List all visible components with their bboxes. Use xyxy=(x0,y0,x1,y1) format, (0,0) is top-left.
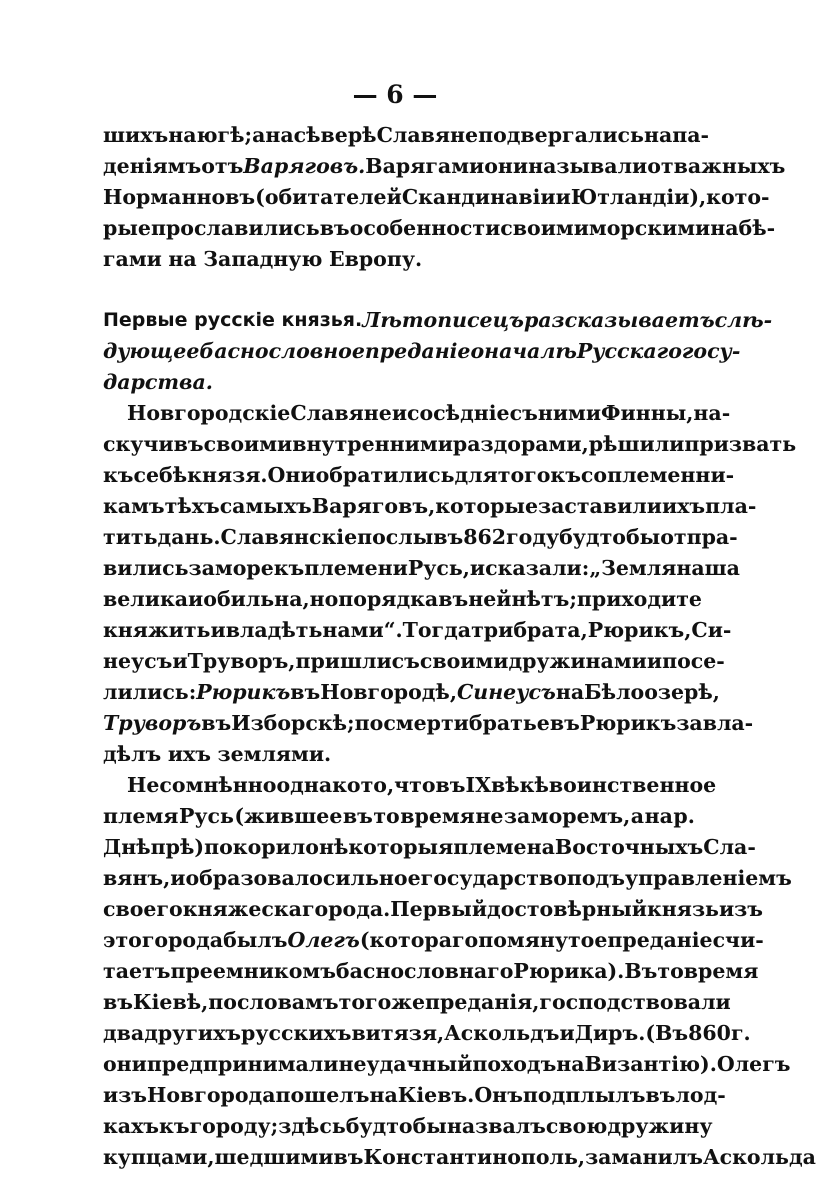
word: своими xyxy=(203,432,293,456)
word: Олегъ xyxy=(287,928,360,952)
word: къ xyxy=(159,1114,190,1138)
word: Европу. xyxy=(328,247,423,271)
word: себѣ xyxy=(133,463,188,487)
word: шихъ xyxy=(103,123,169,147)
word: того xyxy=(497,463,551,487)
word: княжить xyxy=(103,618,211,642)
word: скучивъ xyxy=(103,432,204,456)
word: Славяне xyxy=(376,123,479,147)
word: Кіевѣ, xyxy=(132,990,209,1014)
word: раздорами, xyxy=(452,432,589,456)
word: Русь xyxy=(178,804,234,828)
word: былъ xyxy=(223,928,288,952)
page-number: — 6 — xyxy=(352,80,438,109)
word: въ xyxy=(333,1145,364,1169)
word: то xyxy=(373,804,400,828)
word: г. xyxy=(730,1021,751,1045)
text-line xyxy=(103,120,710,151)
word: Онъ xyxy=(474,1083,523,1107)
word: бы xyxy=(412,1114,447,1138)
text-line xyxy=(103,151,786,182)
word: племя xyxy=(103,804,179,828)
word: нѣкоторыя xyxy=(318,835,454,859)
word: своими xyxy=(500,216,589,240)
text-line xyxy=(103,1080,726,1111)
word: а xyxy=(630,804,645,828)
text-line xyxy=(103,1018,751,1049)
word: 860 xyxy=(688,1021,731,1045)
word: Норманновъ xyxy=(103,185,256,209)
word: 862 xyxy=(463,525,507,549)
word: Бѣлоозерѣ, xyxy=(584,680,720,704)
page-text xyxy=(103,120,816,1173)
word: въ xyxy=(645,1083,676,1107)
word: преданіе xyxy=(364,339,471,363)
word: „Земля xyxy=(589,556,677,580)
word: по xyxy=(208,990,237,1014)
text-line xyxy=(103,491,757,522)
word: обратились xyxy=(315,463,455,487)
word: здѣсь xyxy=(278,1114,346,1138)
word: въ xyxy=(438,587,469,611)
text-line xyxy=(103,305,773,336)
word: дружинами xyxy=(508,649,647,673)
word: къ xyxy=(103,463,134,487)
word: (котораго xyxy=(359,928,479,952)
text-line xyxy=(103,367,695,398)
word: словамъ xyxy=(236,990,339,1014)
word: называли xyxy=(528,154,648,178)
word: порядка xyxy=(338,587,439,611)
word: походъ xyxy=(472,1052,557,1076)
word: Си- xyxy=(691,618,732,642)
word: вѣкѣ xyxy=(490,773,549,797)
word: и xyxy=(170,866,186,890)
word: особенности xyxy=(349,216,501,240)
word: Диръ. xyxy=(574,1021,646,1045)
text-line xyxy=(103,770,717,801)
word: два xyxy=(103,1021,145,1045)
word: на xyxy=(265,123,294,147)
word: преданія, xyxy=(425,990,540,1014)
word: Варяговъ, xyxy=(311,494,436,518)
word: Сла- xyxy=(703,835,756,859)
word: Аскольдъ xyxy=(444,1021,560,1045)
word: Западную xyxy=(203,247,323,271)
word: подплылъ xyxy=(522,1083,646,1107)
word: дань. xyxy=(157,525,221,549)
word: не xyxy=(475,804,504,828)
word: ними xyxy=(537,401,602,425)
word: призвать xyxy=(684,432,797,456)
word: своего xyxy=(103,897,183,921)
word: отъ xyxy=(201,154,244,178)
word: въ xyxy=(103,990,133,1014)
text-line xyxy=(103,646,725,677)
text-line xyxy=(103,1111,713,1142)
word: неудачный xyxy=(338,1052,473,1076)
word: (обитателей xyxy=(255,185,402,209)
word: заманилъ xyxy=(585,1145,703,1169)
word: рые xyxy=(103,216,151,240)
text-line xyxy=(103,863,792,894)
word: управленіемъ xyxy=(624,866,792,890)
word: сосѣдніе xyxy=(407,401,510,425)
word: городу; xyxy=(189,1114,279,1138)
word: купцами, xyxy=(103,1145,215,1169)
word: неусъ xyxy=(103,649,173,673)
word: шедшими xyxy=(214,1145,334,1169)
word: счи- xyxy=(712,928,764,952)
word: наша xyxy=(676,556,740,580)
word: Скандинавіи xyxy=(401,185,556,209)
text-line xyxy=(103,956,759,987)
word: время xyxy=(400,804,475,828)
word: ихъ xyxy=(167,742,211,766)
word: Рюрика). xyxy=(513,959,625,983)
word: назвалъ xyxy=(446,1114,546,1138)
word: что xyxy=(394,773,436,797)
word: то xyxy=(657,959,684,983)
word: бы xyxy=(625,525,661,549)
word: соплеменни- xyxy=(580,463,735,487)
text-line xyxy=(103,832,756,863)
word: море xyxy=(214,556,274,580)
text-line xyxy=(103,522,738,553)
word: напа- xyxy=(643,123,710,147)
word: и xyxy=(646,649,663,673)
word: братьевъ xyxy=(468,711,580,735)
word: лились: xyxy=(103,680,197,704)
word: посе- xyxy=(662,649,725,673)
word: ихъ xyxy=(661,494,706,518)
word: моремъ, xyxy=(530,804,631,828)
word: самыхъ xyxy=(219,494,312,518)
word: время xyxy=(683,959,759,983)
word: Олегъ xyxy=(716,1052,791,1076)
word: Славянскіе xyxy=(220,525,358,549)
word: и xyxy=(391,401,408,425)
word: Русь, xyxy=(407,556,470,580)
word: князя. xyxy=(187,463,268,487)
word: Первый xyxy=(390,897,488,921)
word: и xyxy=(172,649,188,673)
word: же xyxy=(391,990,425,1014)
word: на xyxy=(168,123,197,147)
word: рода. xyxy=(328,897,391,921)
word: отпра- xyxy=(660,525,738,549)
word: велика xyxy=(103,587,189,611)
word: и xyxy=(469,556,486,580)
word: и xyxy=(555,185,571,209)
word: Несомнѣнно xyxy=(127,773,277,797)
word: въ xyxy=(433,525,464,549)
word: для xyxy=(454,463,498,487)
word: племена xyxy=(453,835,555,859)
word: владѣть xyxy=(225,618,323,642)
word: сѣверѣ xyxy=(293,123,377,147)
word: въ xyxy=(342,804,373,828)
word: Ютландіи), xyxy=(570,185,707,209)
word: морскими xyxy=(588,216,711,240)
word: на xyxy=(556,1052,585,1076)
word: на xyxy=(168,247,197,271)
word: разсказываетъ xyxy=(523,308,715,332)
word: этого xyxy=(103,928,169,952)
word: князь xyxy=(646,897,719,921)
word: Днѣпрѣ) xyxy=(103,835,205,859)
word: по xyxy=(354,711,384,735)
text-line xyxy=(103,429,797,460)
word: преемникомъ xyxy=(170,959,336,983)
word: съ xyxy=(391,649,420,673)
word: племени xyxy=(304,556,408,580)
text-line xyxy=(103,244,695,275)
word: кото- xyxy=(706,185,770,209)
word: въ xyxy=(435,773,466,797)
text-line xyxy=(103,336,741,367)
word: на xyxy=(369,1083,398,1107)
word: они xyxy=(103,1052,147,1076)
word: ней xyxy=(468,587,512,611)
word: господствовали xyxy=(539,990,731,1014)
word: набѣ- xyxy=(710,216,776,240)
word: землями. xyxy=(217,742,332,766)
text-line xyxy=(103,739,695,770)
word: образовало xyxy=(185,866,323,890)
text-line xyxy=(103,1142,816,1173)
text-line xyxy=(103,708,754,739)
word: р. xyxy=(673,804,695,828)
text-line xyxy=(103,925,764,956)
word: завла- xyxy=(676,711,754,735)
text-line xyxy=(103,1049,791,1080)
word: (Въ xyxy=(645,1021,689,1045)
word: три xyxy=(471,618,514,642)
word: Восточныхъ xyxy=(554,835,704,859)
word: Труворъ xyxy=(103,711,202,735)
text-line xyxy=(103,460,735,491)
text-line xyxy=(103,987,731,1018)
word: о xyxy=(470,339,485,363)
word: тѣхъ xyxy=(164,494,220,518)
word: вились xyxy=(103,556,189,580)
word: Новгорода xyxy=(147,1083,276,1107)
word: баснословное xyxy=(199,339,365,363)
text-line xyxy=(103,801,695,832)
word: но xyxy=(309,587,339,611)
word: Они xyxy=(267,463,316,487)
word: воинственное xyxy=(548,773,717,797)
word: смерти xyxy=(383,711,469,735)
word: будто xyxy=(345,1114,413,1138)
word: дующее xyxy=(103,339,200,363)
word: Новгородскіе xyxy=(127,401,291,425)
word: Въ xyxy=(624,959,658,983)
word: Синеусъ xyxy=(456,680,556,704)
word: дружину xyxy=(607,1114,713,1138)
word: достовѣрный xyxy=(487,897,647,921)
word: дѣлъ xyxy=(103,742,162,766)
word: на xyxy=(644,804,673,828)
word: лод- xyxy=(675,1083,726,1107)
text-line xyxy=(103,398,731,429)
word: рода xyxy=(168,928,224,952)
word: свою xyxy=(545,1114,608,1138)
word: въ xyxy=(319,216,350,240)
word: Византію). xyxy=(584,1052,717,1076)
text-line xyxy=(103,213,776,244)
word: вянъ, xyxy=(103,866,171,890)
word: внутренними xyxy=(292,432,453,456)
word: Изборскѣ; xyxy=(231,711,355,735)
word: Русскаго xyxy=(576,339,682,363)
word: кахъ xyxy=(103,1114,160,1138)
word: Финны, xyxy=(601,401,694,425)
word: въ xyxy=(201,711,232,735)
word: Рюрикъ xyxy=(579,711,677,735)
word: таетъ xyxy=(103,959,171,983)
word: помянутое xyxy=(478,928,608,952)
word: гами xyxy=(103,247,162,271)
word: предпринимали xyxy=(146,1052,339,1076)
word: (жившее xyxy=(234,804,343,828)
text-line xyxy=(103,182,770,213)
word: деніямъ xyxy=(103,154,202,178)
word: сильное xyxy=(322,866,421,890)
word: и xyxy=(210,618,226,642)
word: пла- xyxy=(705,494,757,518)
word: покорило xyxy=(204,835,319,859)
word: княжескаго xyxy=(182,897,329,921)
word: прославились xyxy=(150,216,320,240)
word: Славяне xyxy=(290,401,392,425)
word: въ xyxy=(290,680,321,704)
word: къ xyxy=(550,463,581,487)
word: IX xyxy=(465,773,491,797)
word: на- xyxy=(693,401,731,425)
word: обильна, xyxy=(203,587,310,611)
section-heading: Первые русскіе князья. xyxy=(103,309,363,331)
word: тить xyxy=(103,525,158,549)
word: югѣ; xyxy=(196,123,253,147)
text-line xyxy=(103,615,732,646)
word: своими xyxy=(419,649,509,673)
word: Рюрикъ, xyxy=(587,618,692,642)
word: преданіе xyxy=(607,928,713,952)
word: за xyxy=(188,556,215,580)
word: на xyxy=(555,680,585,704)
word: государство xyxy=(420,866,567,890)
word: дарства. xyxy=(103,370,213,394)
word: брата, xyxy=(513,618,588,642)
word: Труворъ, xyxy=(187,649,296,673)
word: баснословнаго xyxy=(335,959,514,983)
word: началѣ xyxy=(484,339,577,363)
word: подъ xyxy=(566,866,625,890)
word: витязя, xyxy=(351,1021,445,1045)
word: которые xyxy=(435,494,538,518)
word: Варягами xyxy=(365,154,485,178)
word: послы xyxy=(357,525,434,549)
word: а xyxy=(252,123,266,147)
word: они xyxy=(484,154,529,178)
word: госу- xyxy=(681,339,741,363)
word: и xyxy=(559,1021,575,1045)
word: Тогда xyxy=(402,618,472,642)
word: и xyxy=(188,587,204,611)
word: рѣшили xyxy=(588,432,685,456)
word: съ xyxy=(509,401,538,425)
word: Константинополь, xyxy=(363,1145,586,1169)
word: русскихъ xyxy=(241,1021,352,1045)
word: Рюрикъ xyxy=(196,680,291,704)
word: слѣ- xyxy=(714,308,773,332)
text-line xyxy=(103,677,720,708)
word: пошелъ xyxy=(275,1083,370,1107)
word: изъ xyxy=(103,1083,148,1107)
text-line xyxy=(103,584,702,615)
word: изъ xyxy=(718,897,763,921)
text-line xyxy=(103,553,740,584)
word: однако xyxy=(276,773,361,797)
word: году xyxy=(506,525,560,549)
word: приходите xyxy=(576,587,702,611)
word: заставили xyxy=(538,494,662,518)
word: камъ xyxy=(103,494,165,518)
word: сказали: xyxy=(485,556,590,580)
word: за xyxy=(503,804,531,828)
word: нами“. xyxy=(322,618,403,642)
word: Кіевъ. xyxy=(397,1083,475,1107)
word: Новгородѣ, xyxy=(320,680,457,704)
paragraph-gap xyxy=(103,275,695,305)
word: къ xyxy=(273,556,305,580)
word: Лѣтописецъ xyxy=(362,308,524,332)
word: пришли xyxy=(295,649,392,673)
word: Варяговъ. xyxy=(243,154,366,178)
word: будто xyxy=(559,525,626,549)
word: отважныхъ xyxy=(647,154,786,178)
word: того xyxy=(338,990,392,1014)
word: то, xyxy=(360,773,395,797)
word: другихъ xyxy=(144,1021,242,1045)
text-line xyxy=(103,894,763,925)
word: подвергались xyxy=(478,123,644,147)
word: Аскольда xyxy=(702,1145,816,1169)
word: нѣтъ; xyxy=(511,587,577,611)
